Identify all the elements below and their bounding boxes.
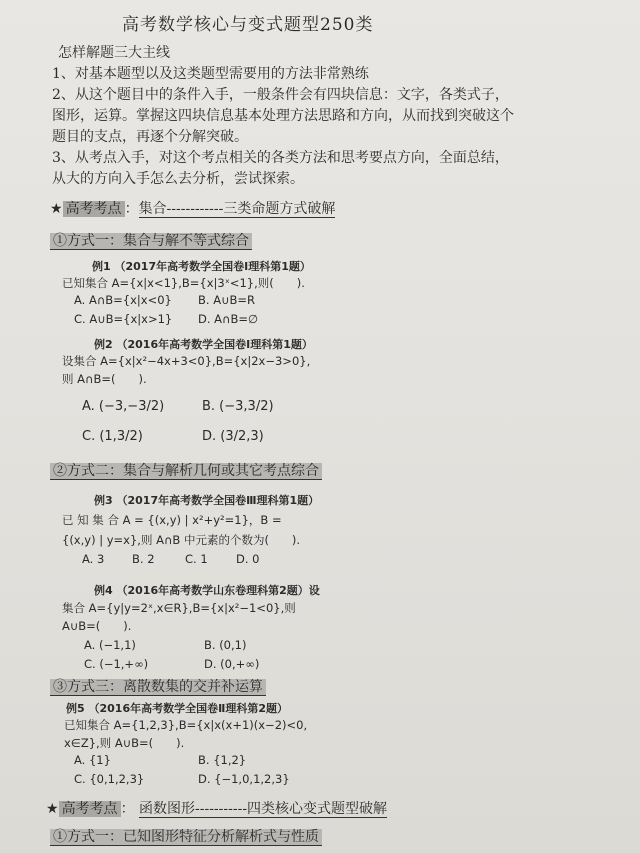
- example-1-option-d: D. A∩B=∅: [198, 312, 258, 326]
- colon: ：: [124, 201, 139, 217]
- star-icon: ★: [46, 801, 59, 817]
- example-4-heading: 例4 （2016年高考数学山东卷理科第2题）设: [94, 584, 320, 597]
- intro-line-3a: 3、从考点入手，对这个考点相关的各类方法和思考要点方向，全面总结，: [52, 150, 509, 166]
- example-3-question-1: 已 知 集 合 A = {(x,y) | x²+y²=1}，B =: [62, 513, 282, 527]
- example-2-option-d: D. (3/2,3): [202, 429, 264, 444]
- example-4-option-b: B. (0,1): [204, 638, 247, 652]
- example-5-option-c: C. {0,1,2,3}: [74, 772, 145, 786]
- section-heading-function-graphs: [46, 798, 387, 820]
- example-4-option-c: C. (−1,+∞): [84, 657, 149, 671]
- example-2-option-b: B. (−3,3/2): [202, 399, 274, 414]
- example-1-heading: 例1 （2017年高考数学全国卷Ⅰ理科第1题）: [92, 260, 311, 273]
- example-5-question-2: x∈Z},则 A∪B=( ).: [64, 736, 185, 750]
- example-4-question-1: 集合 A={y|y=2ˣ,x∈R},B={x|x²−1<0},则: [62, 601, 296, 615]
- section-topic: 函数图形-----------四类核心变式题型破解: [139, 801, 388, 817]
- intro-line-2b: 图形，运算。掌握这四块信息基本处理方法思路和方向，从而找到突破这个: [52, 108, 514, 124]
- example-3-question-2: {(x,y) | y=x},则 A∩B 中元素的个数为( ).: [62, 533, 301, 547]
- example-2-question-1: 设集合 A={x|x²−4x+3<0},B={x|2x−3>0},: [62, 354, 311, 368]
- example-3-heading: 例3 （2017年高考数学全国卷Ⅲ理科第1题）: [94, 494, 320, 507]
- intro-line-2c: 题目的支点，再逐个分解突破。: [52, 129, 248, 145]
- example-1-question: 已知集合 A={x|x<1},B={x|3ˣ<1},则( ).: [62, 276, 305, 290]
- example-4-option-a: A. (−1,1): [84, 638, 136, 652]
- example-4-question-2: A∪B=( ).: [62, 619, 132, 633]
- example-2-option-c: C. (1,3/2): [82, 429, 143, 444]
- example-2-option-a: A. (−3,−3/2): [82, 399, 165, 414]
- intro-line-1: 1、对基本题型以及这类题型需要用的方法非常熟练: [52, 66, 369, 82]
- intro-line-2a: 2、从这个题目中的条件入手，一般条件会有四块信息：文字，各类式子，: [52, 87, 509, 103]
- example-5-question-1: 已知集合 A={1,2,3},B={x|x(x+1)(x−2)<0,: [64, 718, 308, 732]
- method-4-title: ①方式一：已知图形特征分析解析式与性质: [50, 826, 322, 848]
- section-topic: 集合------------三类命题方式破解: [138, 201, 336, 217]
- example-5-option-d: D. {−1,0,1,2,3}: [198, 772, 290, 786]
- example-3-option-b: B. 2: [132, 552, 155, 566]
- colon: ：: [120, 801, 135, 817]
- intro-heading: 怎样解题三大主线: [58, 45, 170, 61]
- example-1-option-c: C. A∪B={x|x>1}: [74, 312, 173, 326]
- example-5-option-a: A. {1}: [74, 753, 111, 767]
- example-1-option-b: B. A∪B=R: [198, 293, 256, 307]
- example-3-option-d: D. 0: [236, 552, 260, 566]
- example-3-option-a: A. 3: [82, 552, 105, 566]
- section-heading-sets: [50, 198, 335, 220]
- example-2-question-2: 则 A∩B=( ).: [62, 372, 147, 386]
- method-2-title: ②方式二：集合与解析几何或其它考点综合: [50, 460, 322, 482]
- page-title: 高考数学核心与变式题型250类: [122, 15, 374, 35]
- example-3-option-c: C. 1: [185, 552, 208, 566]
- method-1-title: ①方式一：集合与解不等式综合: [50, 230, 252, 252]
- example-5-heading: 例5 （2016年高考数学全国卷Ⅱ理科第2题）: [66, 702, 288, 715]
- example-5-option-b: B. {1,2}: [198, 753, 247, 767]
- exam-point-label: 高考考点: [63, 201, 125, 217]
- exam-point-label: 高考考点: [59, 801, 121, 817]
- intro-line-3b: 从大的方向入手怎么去分析，尝试探索。: [52, 171, 304, 187]
- star-icon: ★: [50, 201, 63, 217]
- example-1-option-a: A. A∩B={x|x<0}: [74, 293, 172, 307]
- example-4-option-d: D. (0,+∞): [204, 657, 260, 671]
- method-3-title: ③方式三：离散数集的交并补运算: [50, 676, 266, 698]
- example-2-heading: 例2 （2016年高考数学全国卷Ⅰ理科第1题）: [94, 338, 313, 351]
